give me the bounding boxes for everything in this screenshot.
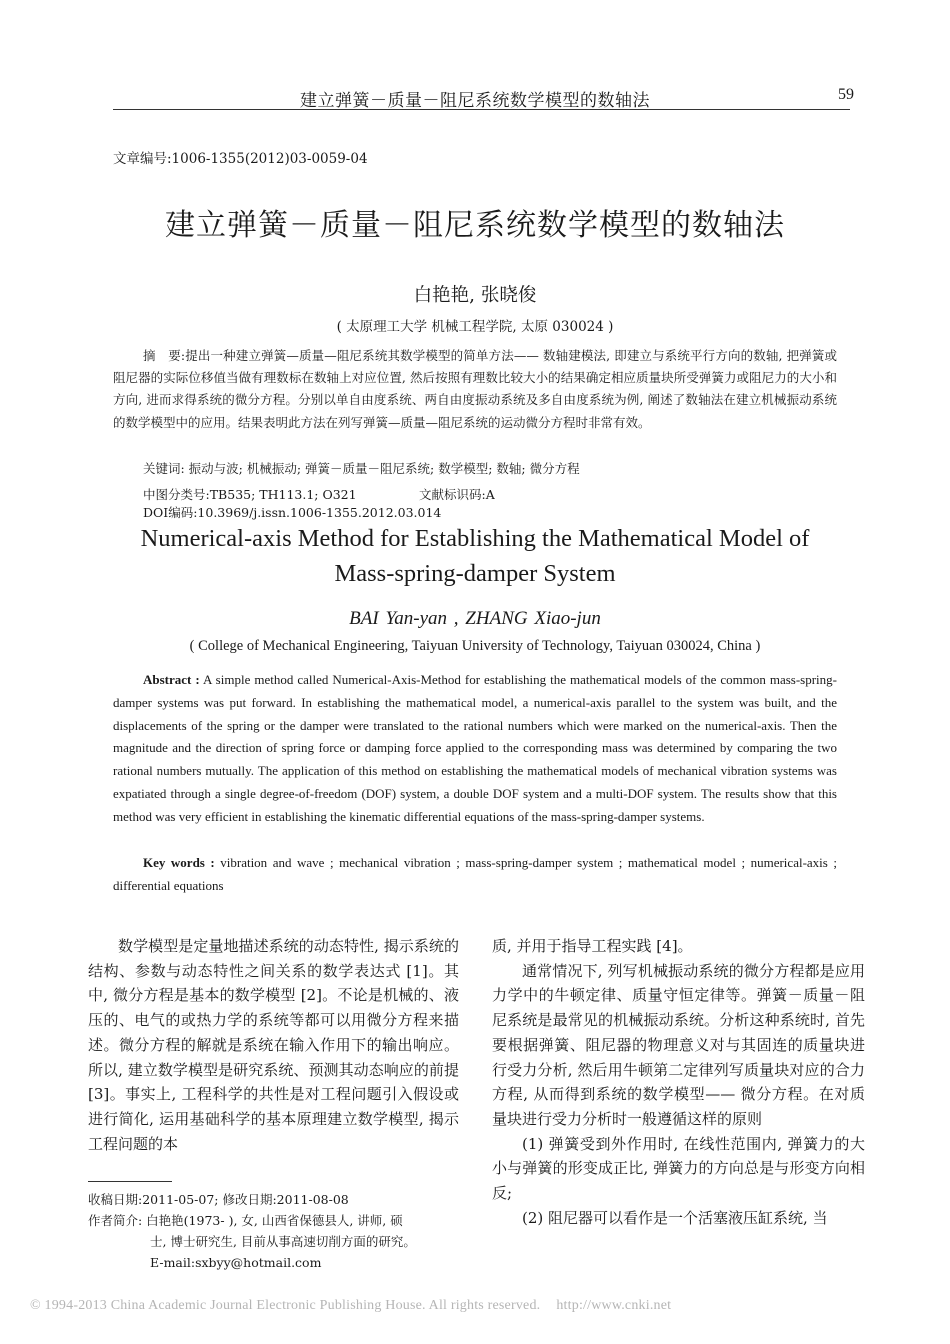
footnotes	[88, 1189, 468, 1273]
body-paragraph: (1) 弹簧受到外作用时, 在线性范围内, 弹簧力的大小与弹簧的形变成正比, 弹簧力的方向总是与形变方向相反;	[492, 1134, 865, 1203]
body-paragraph: 通常情况下, 列写机械振动系统的微分方程都是应用力学中的牛顿定律、质量守恒定律等。弹簧－质量－阻尼系统是最常见的机械振动系统。分析这种系统时, 首先要根据弹簧、阻尼器的物理意义对与其固连的质量块进行受力分析, 然后用牛顿第二定律列写质量块对应的合力方程, 从而得到系统的数学模型—— 微分方程。在对质量块进行受力分析时一般遵循这样的原则	[492, 961, 865, 1128]
body-paragraph: 数学模型是定量地描述系统的动态特性, 揭示系统的结构、参数与动态特性之间关系的数学表达式 [1]。其中, 微分方程是基本的数学模型 [2]。不论是机械的、液压的、电气的或热力学的系统等都可以用微分方程来描述。微分方程的解就是系统在输入作用下的输出响应。所以, 建立数学模型是研究系统、预测其动态响应的前提 [3]。事实上, 工程科学的共性是对工程问题引入假设或进行简化, 运用基础科学的基本原理建立数学模型, 揭示工程问题的本	[88, 937, 459, 1153]
english-abstract-label: Abstract :	[143, 672, 200, 687]
copyright-watermark	[30, 1298, 930, 1314]
copyright-text: © 1994-2013 China Academic Journal Electronic Publishing House. All rights reserved.	[30, 1298, 541, 1313]
english-title	[0, 521, 950, 591]
author-bio: 作者简介: 白艳艳(1973- ), 女, 山西省保德县人, 讲师, 硕	[88, 1213, 403, 1228]
cnki-link[interactable]: http://www.cnki.net	[556, 1298, 672, 1313]
body-left-column	[88, 934, 459, 1156]
chinese-abstract	[113, 345, 837, 434]
received-date: 收稿日期:2011-05-07; 修改日期:2011-08-08	[88, 1192, 349, 1207]
english-title-line-2: Mass-spring-damper System	[334, 560, 616, 587]
page-number: 59	[838, 86, 854, 103]
article-number: 文章编号:1006-1355(2012)03-0059-04	[113, 151, 368, 167]
body-paragraph: 质, 并用于指导工程实践 [4]。	[492, 937, 693, 955]
english-keywords-text: vibration and wave ; mechanical vibration ; mass-spring-damper system ; mathematical model ; numerical-axis ; differential equations	[113, 855, 837, 893]
chinese-keywords: 关键词: 振动与波; 机械振动; 弹簧－质量－阻尼系统; 数学模型; 数轴; 微分方程	[143, 461, 580, 476]
author-email: E-mail:sxbyy@hotmail.com	[150, 1255, 322, 1270]
chinese-abstract-text: 提出一种建立弹簧—质量—阻尼系统其数学模型的简单方法—— 数轴建模法, 即建立与系统平行方向的数轴, 把弹簧或阻尼器的实际位移值当做有理数标在数轴上对应位置, 然后按照有理数比较大小的结果确定相应质量块所受弹簧力或阻尼力的大小和方向, 进而求得系统的微分方程。分别以单自由度系统、两自由度振动系统及多自由度系统为例, 阐述了数轴法在建立机械振动系统的数学模型中的应用。结果表明此方法在列写弹簧—质量—阻尼系统的运动微分方程时非常有效。	[113, 348, 837, 430]
english-keywords-label: Key words :	[143, 855, 215, 870]
document-code: 文献标识码:A	[419, 487, 495, 502]
english-affiliation: ( College of Mechanical Engineering, Taiyuan University of Technology, Taiyuan 030024, China )	[189, 638, 761, 654]
chinese-authors: 白艳艳, 张晓俊	[413, 285, 537, 306]
clc-number: 中图分类号:TB535; TH113.1; O321	[143, 487, 357, 502]
chinese-abstract-label: 摘 要:	[143, 348, 186, 363]
english-keywords	[113, 852, 837, 898]
body-right-column	[492, 934, 865, 1230]
running-head-title: 建立弹簧－质量－阻尼系统数学模型的数轴法	[300, 91, 650, 111]
english-abstract-text: A simple method called Numerical-Axis-Method for establishing the mathematical models of the common mass-spring-damper systems was put forward. In establishing the mathematical model, a numerical-axis parallel to the system was built, and the displacements of the spring or the damper were translated to the rational numbers which were marked on the numerical-axis. Then the magnitude and the direction of spring force or damping force applied to the corresponding mass was determined by comparing the two rational numbers mutually. The application of this method on establishing the mathematical models of mechanical vibration systems was expatiated through a single degree-of-freedom (DOF) system, a double DOF system and a multi-DOF system. The results show that this method was very efficient in establishing the kinematic differential equations of the mass-spring-damper systems.	[113, 672, 837, 824]
chinese-title: 建立弹簧－质量－阻尼系统数学模型的数轴法	[165, 208, 785, 243]
body-paragraph: (2) 阻尼器可以看作是一个活塞液压缸系统, 当	[522, 1208, 828, 1227]
header-rule	[113, 109, 850, 110]
footnote-rule	[88, 1181, 172, 1182]
english-title-line-1: Numerical-axis Method for Establishing the Mathematical Model of	[140, 525, 810, 552]
classification-line	[143, 485, 837, 521]
author-bio-continued: 士, 博士研究生, 目前从事高速切削方面的研究。	[150, 1234, 416, 1249]
chinese-affiliation: ( 太原理工大学 机械工程学院, 太原 030024 )	[336, 319, 614, 335]
doi: DOI编码:10.3969/j.issn.1006-1355.2012.03.014	[143, 505, 442, 520]
english-abstract	[113, 669, 837, 829]
english-authors: BAI Yan-yan , ZHANG Xiao-jun	[349, 608, 601, 629]
